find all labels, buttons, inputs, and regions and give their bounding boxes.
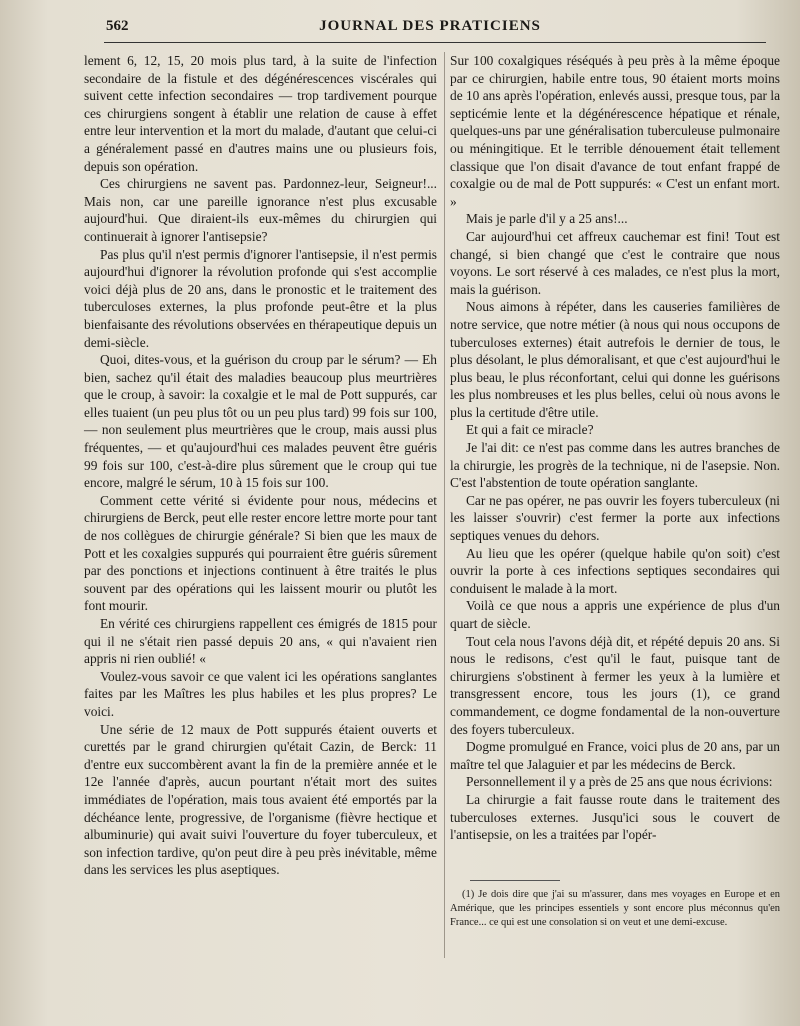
paragraph: Une série de 12 maux de Pott suppurés étaient ouverts et curettés par le grand chirurgien qu'était Cazin, de Berck: 11 d'entre eux succombèrent avant la fin de la première année et le 12e l'année d'après, aucun pourtant n'était mort des suites immédiates de l'opération, mais tous avaient été emportés par la déchéance lente, progressive, de l'organisme (fièvre hectique et albuminurie) qui avait suivi l'ouverture du foyer tuberculeux, et son infection tardive, qu'on peut dire à peu près inévitable, même dans les services les plus aseptiques.	[84, 721, 437, 878]
paragraph: Ces chirurgiens ne savent pas. Pardonnez-leur, Seigneur!... Mais non, car une pareille ignorance n'est plus excusable aujourd'hui. Que diraient-ils eux-mêmes du chirurgien qui continuerait à ignorer l'antisepsie?	[84, 176, 437, 244]
paragraph: Je l'ai dit: ce n'est pas comme dans les autres branches de la chirurgie, les progrès de la technique, ni de l'asepsie. Non. C'est l'abstention de toute opération sanglante.	[450, 440, 780, 491]
paragraph: Car ne pas opérer, ne pas ouvrir les foyers tuberculeux (ni les laisser s'ouvrir) c'est fermer la porte aux infections septiques venues du dehors.	[450, 492, 780, 544]
paragraph: Pas plus qu'il n'est permis d'ignorer l'antisepsie, il n'est permis aujourd'hui d'ignorer la révolution profonde qui s'est accomplie voici déjà plus de 20 ans, dans le pronostic et le traitement des tuberculoses externes, la plus profonde peut-être et la plus bienfaisante des révolutions observées en thérapeutique depuis un demi-siècle.	[84, 246, 437, 350]
journal-title: JOURNAL DES PRATICIENS	[319, 18, 541, 34]
paragraph: Comment cette vérité si évidente pour nous, médecins et chirurgiens de Berck, peut elle rester encore lettre morte pour tant de nos collègues de chirurgie générale? Si bien que les maux de Pott et les coxalgies suppurés qui pourraient être guéris sûrement par des ponctions et injections continuent à être traités le plus souvent par des opérations qui les laissent mourir ou plutôt les font mourir.	[84, 492, 437, 614]
page-header	[84, 16, 776, 46]
paragraph: Quoi, dites-vous, et la guérison du croup par le sérum? — Eh bien, sachez qu'il était des maladies beaucoup plus meurtrières que le croup, à savoir: la coxalgie et le mal de Pott suppurés, car elles tuaient (un peu plus tôt ou un peu plus tard) 99 fois sur 100, — non seulement plus meurtrières que le croup, mais aussi plus fréquentes, — et qu'aujourd'hui ces malades peuvent être guéris 99 fois sur 100, c'est-à-dire plus sûrement que le croup qui tue encore, malgré le sérum, 10 à 15 fois sur 100.	[84, 352, 437, 491]
paragraph: Tout cela nous l'avons déjà dit, et répété depuis 20 ans. Si nous le redisons, c'est qu'il le faut, puisque tant de chirurgiens s'obstinent à fermer les yeux à la lumière et transgressent encore, tous les jours (1), ce grand commandement, ce dogme fondamental de la non-ouverture des foyers tuberculeux.	[450, 633, 780, 737]
paragraph: Sur 100 coxalgiques réséqués à peu près à la même époque par ce chirurgien, habile entre tous, 90 étaient morts moins de 10 ans après l'opération, enlevés aussi, presque tous, par la septicémie lente et la dégénérescence hépatique et rénale, quelques-uns par une généralisation tuberculeuse pulmonaire ou méningitique. Et le terrible dénouement était tellement classique que l'on disait d'avance de tout enfant frappé de coxalgie ou de mal de Pott suppurés: « C'est un enfant mort. »	[450, 53, 781, 209]
paragraph: Et qui a fait ce miracle?	[466, 422, 594, 438]
paragraph: La chirurgie a fait fausse route dans le traitement des tuberculoses externes. Jusqu'ici sous le couvert de l'antisepsie, on les a traitées par l'opér-	[450, 791, 780, 843]
left-column	[84, 52, 437, 879]
paragraph: Car aujourd'hui cet affreux cauchemar est fini! Tout est changé, si bien changé que c'est le contraire que nous voyons. Le sort réservé à ces malades, ce n'est plus la mort, mais la guérison.	[450, 228, 780, 297]
paragraph: Nous aimons à répéter, dans les causeries familières de notre service, que notre métier (à nous qui nous occupons de tuberculoses externes) était autrefois le dernier de tous, le plus désolant, le plus démoralisant, et que c'est aujourd'hui le plus beau, le plus réconfortant, celui qui donne les guérisons les plus nombreuses et les plus belles, celui où nous avons le plus la certitude d'être utile.	[450, 299, 780, 420]
paragraph: Au lieu que les opérer (quelque habile qu'on soit) c'est ouvrir la porte à ces infections septiques secondaires qui conduisent le malade à la mort.	[450, 545, 780, 596]
footnote: (1) Je dois dire que j'ai su m'assurer, dans mes voyages en Europe et en Amérique, que les principes essentiels y sont encore plus méconnus qu'en France... ce qui est une consolation si on veut et une demi-excuse.	[450, 889, 780, 928]
paragraph: Voilà ce que nous a appris une expérience de plus d'un quart de siècle.	[450, 598, 780, 631]
paragraph: Mais je parle d'il y a 25 ans!...	[466, 211, 628, 227]
column-divider	[444, 52, 445, 958]
header-rule	[104, 42, 766, 43]
paragraph: En vérité ces chirurgiens rappellent ces émigrés de 1815 pour qui il ne s'était rien passé depuis 20 ans, « qui n'avaient rien appris ni rien oublié! «	[84, 616, 437, 667]
paragraph: lement 6, 12, 15, 20 mois plus tard, à la suite de l'infection secondaire de la fistule et des dégénérescences viscérales qui suivent cette infection secondaires — trop tardivement pourque ces chirurgiens songent à établir une relation de cause à effet entre leur intervention et la mort du malade, d'autant que celui-ci a généralement passé en d'autres mains une ou plusieurs fois, depuis son opération.	[84, 53, 437, 174]
right-column	[450, 52, 780, 844]
footnote-rule	[470, 880, 560, 881]
page-number: 562	[106, 18, 129, 34]
paragraph: Personnellement il y a près de 25 ans que nous écrivions:	[466, 774, 773, 790]
paragraph: Dogme promulgué en France, voici plus de 20 ans, par un maître tel que Jalaguier et par les médecins de Berck.	[450, 739, 780, 772]
paragraph: Voulez-vous savoir ce que valent ici les opérations sanglantes faites par les Maîtres les plus habiles et les plus propres? Le voici.	[84, 668, 437, 719]
